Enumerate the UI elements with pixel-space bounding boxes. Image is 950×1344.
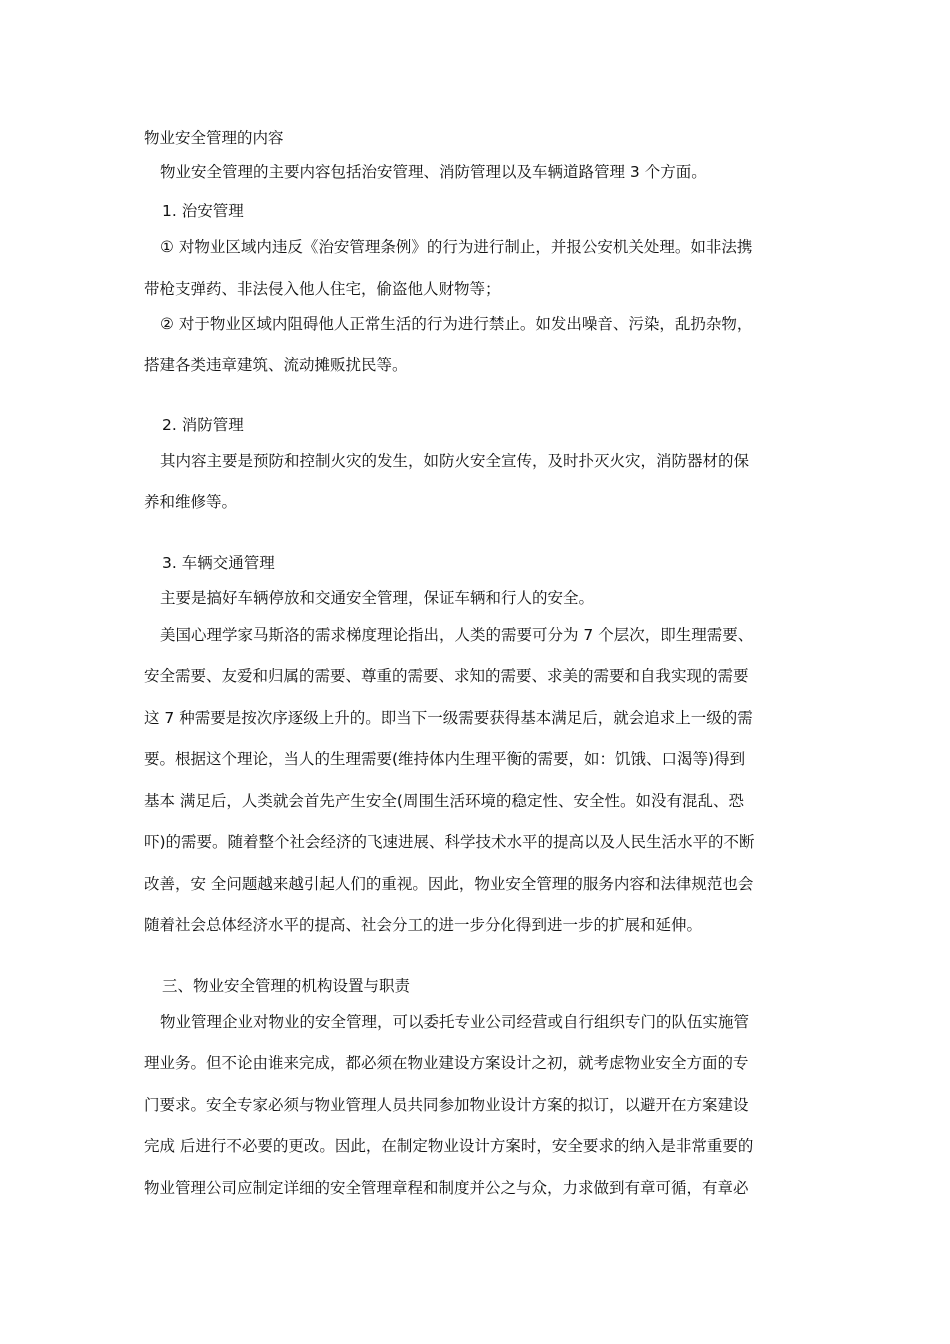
paragraph-line: 吓)的需要。随着整个社会经济的飞速进展、科学技术水平的提高以及人民生活水平的不断: [144, 833, 755, 851]
section2-heading: 2. 消防管理: [162, 416, 244, 434]
paragraph-line: 其内容主要是预防和控制火灾的发生，如防火安全宣传，及时扑灭火灾，消防器材的保: [160, 452, 750, 470]
paragraph-line: 物业管理企业对物业的安全管理，可以委托专业公司经营或自行组织专门的队伍实施管: [160, 1013, 750, 1031]
paragraph-line: 主要是搞好车辆停放和交通安全管理，保证车辆和行人的安全。: [160, 589, 595, 607]
paragraph-line: 理业务。但不论由谁来完成，都必须在物业建设方案设计之初，就考虑物业安全方面的专: [144, 1054, 749, 1072]
paragraph-line: 完成 后进行不必要的更改。因此，在制定物业设计方案时，安全要求的纳入是非常重要的: [144, 1137, 754, 1155]
paragraph-line: 基本 满足后，人类就会首先产生安全(周围生活环境的稳定性、安全性。如没有混乱、恐: [144, 792, 744, 810]
paragraph-line: 物业管理公司应制定详细的安全管理章程和制度并公之与众，力求做到有章可循，有章必: [144, 1179, 749, 1197]
section3-heading: 3. 车辆交通管理: [162, 554, 275, 572]
document-title: 物业安全管理的内容: [144, 129, 284, 147]
paragraph-line: 养和维修等。: [144, 493, 238, 511]
part3-heading: 三、物业安全管理的机构设置与职责: [162, 977, 411, 995]
paragraph-line: ① 对物业区域内违反《治安管理条例》的行为进行制止，并报公安机关处理。如非法携: [160, 238, 753, 256]
section1-heading: 1. 治安管理: [162, 202, 244, 220]
paragraph-line: 门要求。安全专家必须与物业管理人员共同参加物业设计方案的拟订，以避开在方案建设: [144, 1096, 749, 1114]
intro-paragraph: 物业安全管理的主要内容包括治安管理、消防管理以及车辆道路管理 3 个方面。: [160, 163, 707, 181]
paragraph-line: 随着社会总体经济水平的提高、社会分工的进一步分化得到进一步的扩展和延伸。: [144, 916, 703, 934]
paragraph-line: 美国心理学家马斯洛的需求梯度理论指出，人类的需要可分为 7 个层次，即生理需要、: [160, 626, 754, 644]
paragraph-line: 搭建各类违章建筑、流动摊贩扰民等。: [144, 356, 408, 374]
paragraph-line: 这 7 种需要是按次序逐级上升的。即当下一级需要获得基本满足后，就会追求上一级的需: [144, 709, 753, 727]
paragraph-line: 安全需要、友爱和归属的需要、尊重的需要、求知的需要、求美的需要和自我实现的需要: [144, 667, 749, 685]
paragraph-line: ② 对于物业区域内阻碍他人正常生活的行为进行禁止。如发出噪音、污染，乱扔杂物，: [160, 315, 753, 333]
paragraph-line: 要。根据这个理论，当人的生理需要(维持体内生理平衡的需要，如：饥饿、口渴等)得到: [144, 750, 746, 768]
paragraph-line: 改善，安 全问题越来越引起人们的重视。因此，物业安全管理的服务内容和法律规范也会: [144, 875, 754, 893]
paragraph-line: 带枪支弹药、非法侵入他人住宅，偷盗他人财物等；: [144, 280, 501, 298]
